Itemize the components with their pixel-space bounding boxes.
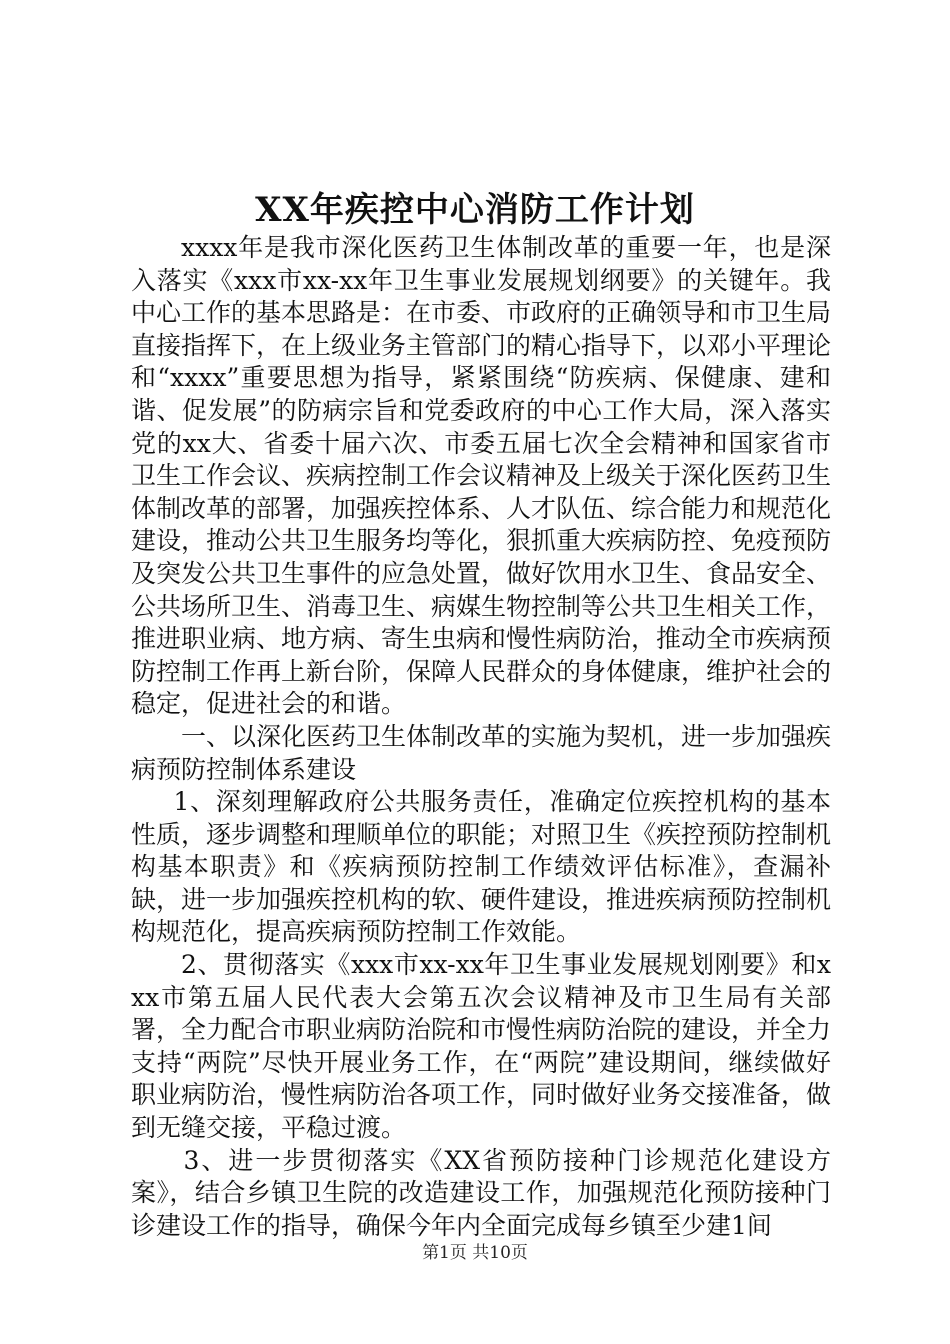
paragraph-item-2: 2、贯彻落实《xxx市xx-xx年卫生事业发展规划刚要》和xxx市第五届人民代表大会第五次会议精神及市卫生局有关部署，全力配合市职业病防治院和市慢性病防治院的建设，并全力支持“两院”尽快开展业务工作，在“两院”建设期间，继续做好职业病防治，慢性病防治各项工作，同时做好业务交接准备，做到无缝交接，平稳过渡。	[131, 950, 832, 1143]
paragraph-item-1: 1、深刻理解政府公共服务责任，准确定位疾控机构的基本性质，逐步调整和理顺单位的职能；对照卫生《疾控预防控制机构基本职责》和《疾病预防控制工作绩效评估标准》，查漏补缺，进一步加强疾控机构的软、硬件建设，推进疾病预防控制机构规范化，提高疾病预防控制工作效能。	[131, 787, 832, 947]
paragraph-intro: xxxx年是我市深化医药卫生体制改革的重要一年，也是深入落实《xxx市xx-xx年卫生事业发展规划纲要》的关键年。我中心工作的基本思路是：在市委、市政府的正确领导和市卫生局直接指挥下，在上级业务主管部门的精心指导下，以邓小平理论和“xxxx”重要思想为指导，紧紧围绕“防疾病、保健康、建和谐、促发展”的防病宗旨和党委政府的中心工作大局，深入落实党的xx大、省委十届六次、市委五届七次全会精神和国家省市卫生工作会议、疾病控制工作会议精神及上级关于深化医药卫生体制改革的部署，加强疾控体系、人才队伍、综合能力和规范化建设，推动公共卫生服务均等化，狠抓重大疾病防控、免疫预防及突发公共卫生事件的应急处置，做好饮用水卫生、食品安全、公共场所卫生、消毒卫生、病媒生物控制等公共卫生相关工作，推进职业病、地方病、寄生虫病和慢性病防治，推动全市疾病预防控制工作再上新台阶，保障人民群众的身体健康，维护社会的稳定，促进社会的和谐。	[131, 233, 832, 719]
page-number-footer: 第1页 共10页	[422, 1243, 528, 1263]
document-title: XX年疾控中心消防工作计划	[255, 190, 695, 230]
paragraph-item-3: 3、进一步贯彻落实《XX省预防接种门诊规范化建设方案》，结合乡镇卫生院的改造建设工作，加强规范化预防接种门诊建设工作的指导，确保今年内全面完成每乡镇至少建1间	[131, 1145, 831, 1240]
paragraph-section-heading: 一、以深化医药卫生体制改革的实施为契机，进一步加强疾病预防控制体系建设	[131, 721, 832, 784]
document-body	[131, 232, 831, 1242]
